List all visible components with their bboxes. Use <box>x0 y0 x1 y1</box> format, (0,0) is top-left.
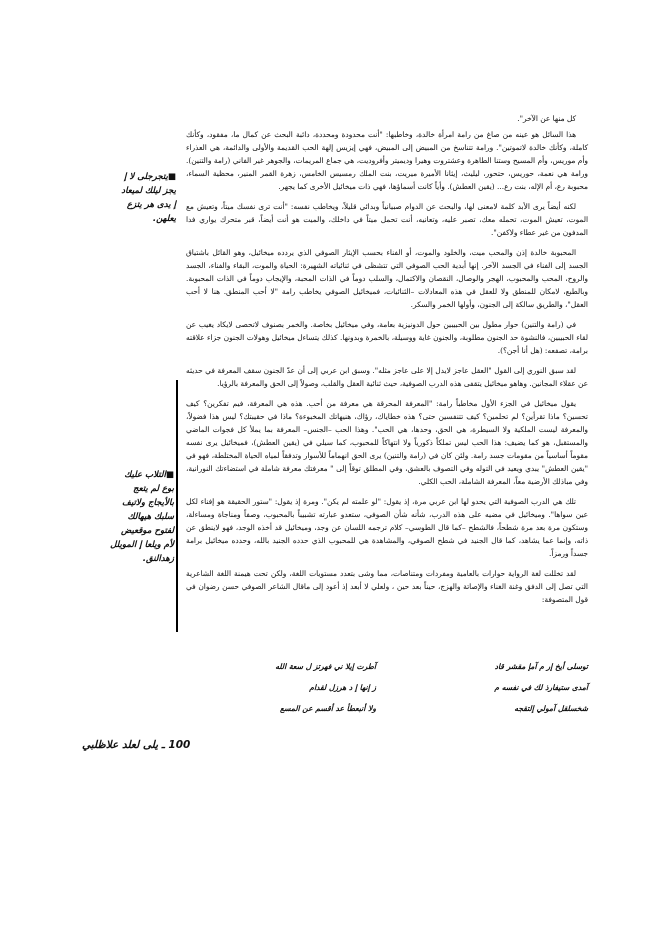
side-note-one: ■يتجرجلى لا إ يجز ليلك لميعاد إ يدى هر يتزع يعلهن. <box>121 172 176 224</box>
poem-block <box>186 662 588 725</box>
poem-line <box>186 662 588 683</box>
paragraph-8: تلك هي الدرب الصوفية التي يحدو لها ابن عربي مرة، إذ يقول: "لو علمته لم يكن". ومرة إذ يقول: "ستور الحقيقة هو إفناء لكل عين سواها". وميخائيل في مضيه على هذه الدرب، شأنه شأن الصوفي، ستعدو عبارته تشبيباً بالمحبوب، وصفاً ومناجاة ومساءلة، وستكون مرة بعد مرة شطحاً، فالشطح –كما قال الطوسي– كلام ترجمه اللسان عن وجد، وميخائيل قد أخذه الوجد، فهو لاينطق عن ذاته، وإنما عما يشاهد، كما قال الجنيد في شطح الصوفي، والمشاهدة هي للمحبوب الذي حدده الجنيد بالله، وحدده ميخائيل برامة جسداً ورمزاً. <box>186 497 588 558</box>
paragraph-2: هذا السائل هو عينه من صاغ من رامة امرأة خالدة، وخاطبها: "أنت محدودة ومحددة، دائبة البحث عن كمال ما، مفقود، وكأنك كاملة، وكأنك خالدة لاتموتين". ورامة تتناسخ من المبيض إلى المبيض، فهي إيزيس إلهة الحب القديمة والأولى والدائمة، هي العذراء وأم موريس، وأم المسيح وستنا الطاهرة وعشتروت وهيرا وديميتر وأفروديت، هي جماع المريمات، والجوهر غير الفاني (رامة والتنين). ورامة هي نعمة، حوريس، حتحور، ليليث، إيثانا الأميرة ميريت، بنت الملك رمسيس الخامس، زهرة القمر المنير، محظية السماء، محبوبة رع، أم الإله، بنت رع... (يقين العطش). وأياً كانت أسماؤها، فهي ذات ميخائيل الأخرى كما يجهر. <box>186 130 588 191</box>
poem-hemistich-left: آطرت إيلا ني فهرتز ل سعة الله <box>275 662 376 671</box>
margin-bar <box>176 380 178 632</box>
poem-line <box>186 704 588 725</box>
paragraph-5: في (رامة والتنين) حوار مطول بين الحبيبين حول الدونيزية بعامة، وفي ميخائيل بخاصة. والخمر بصنوف لاتحصى لايكاد يغيب عن لقاء الحبيبين، فالنشوة حد الجنون مطلوبة، والجنون غاية ووسيلة، بالخمرة وبدونها. كذلك يتساءل ميخائيل وهولات الجنون جزاء علاقته برامة، تصفعه: (هل أنا أجن؟). <box>186 320 588 355</box>
paragraph-3: لكنه أيضاً يرى الأبد كلمة لامعنى لها، والبحث عن الدوام صبيانياً وبدائي قليلاً، ويخاطب نفسه: "أنت ترى نفسك ميتاً، وتعيش مع الموت، تعيش الموت، تحمله معك، تصبر عليه، وتعانيه، أنت تحمل ميتاً في داخلك، والميت هو أنت أيضاً، قبر متحرك يواري فدا المدفون من غير عطاء ولاكفن". <box>186 202 588 237</box>
poem-hemistich-left: ز إنها إ د هرزل لقدام <box>309 683 376 692</box>
paragraph-7: يقول ميخائيل في الجزء الأول مخاطباً رامة: "المعرفة المحرقة هي معرفة من أحب. هذه هي المعرفة، فيم تفكرين؟ كيف تحسين؟ ماذا تقرأين؟ لم تحلمين؟ كيف تتنفسين حتى؟ هذه خطاياك، رؤاك، هنيهاتك المخبوءة؟ ماذا في حقيبتك؟ ليس هذا فضولاً، والمعرفة ليست الملكية ولا السيطرة، هي الحق، وحدها، هي الحب". وهذا الحب –الجنس– المعرفة بما يملأ كل فجوات الماضي والمستقبل، هو كما يضيف: هذا الحب ليس تملكاً ذكورياً ولا انتهاكاً للمحبوب، كما سيلي في (يقين العطش)، فميخائيل يرى نفسه مقوماً أساسياً من مقومات جسد رامة. ولئن كان في (رامة والتنين) يرى الحق انهماماً للأسوار وتدفقاً لمياه الحياة المختلطة، فهو في "يقين العطش" يبدي ويعيد في التوله وفي التصوف بالعشق، وفي المطلق توقاً إلى " معرفتك معرفة شاملة في استضاءتك النورانية، وفي مباذلك الأرضية معاً، المعرفة الشاملة، الحب الكلي. <box>186 399 588 486</box>
poem-hemistich-right: شخسلقل آمولي إلتقجه <box>514 704 588 713</box>
poem-hemistich-right: توسلى أيخ إر م آمإ مقشر قاد <box>494 662 588 671</box>
paragraph-9: لقد تخللت لغة الرواية حوارات بالعامية ومفردات ومتناصات، مما وشى بتعدد مستويات اللغة، ولكن تحت هيمنة اللغة الشاعرية التي تصل إلى الدفق وغنة الغناء والإصاتة والهزج، حيناً بعد حين ، ولعلي لا أبعد إذ أعود إلى ماقال الشاعر الصوفي حسن رضوان في قول المتصوفة: <box>186 569 588 604</box>
poem-line <box>186 683 588 704</box>
page-footer: 100 ـ يلى لعلد علاظلبي <box>82 739 191 751</box>
main-text-column <box>186 112 588 613</box>
paragraph-6: لقد سبق النوري إلى القول "العقل عاجز لايدل إلا على عاجز مثله". وسبق ابن عربي إلى أن عدّ الجنون سقف المعرفة في حديثه عن عقلاء المجانين. وهاهو ميخائيل يتقفى هذه الدرب الصوفية، حيث ثنائية العقل والقلب، وصولاً إلى الحق والمعرفة بالرؤيا. <box>186 366 588 388</box>
paragraph-4: المحبوبة خالدة إذن والمحب ميت، والخلود والموت، أو الفناء بحسب الإيثار الصوفي الذي يردده ميخائيل، وهو القائل باشتياق الجسد إلى الفناء في الجسد الآخر. إنها أبدية الحب الصوفي التي تتشظى في ثنائياته الشهيرة: الحياة والموت، البقاء والفناء، الجسد والروح، المحب والمحبوب، الهجر والوصال، النقصان والاكتمال، والسلب دوماً في الذات المحبة، والإيجاب دوماً في الذات المحبوبة. وبالطبع، لامكان للمنطق ولا للعقل في هذه المعادلات –الثنائيات، فميخائيل الصوفي يخاطب رامة "لا أحب المنطق. هنا لا أحب العقل"، والطريق سالكة إلى الجنون، وأولها الخمر والسكر. <box>186 248 588 309</box>
side-note-two: ■التلاب عليك بوع لم يتعج بالأيجاج ولاتيف سلبك هيهالك لفتوح موقعيض لأم ويلعا إ المويلل زهدالنق. <box>110 470 174 564</box>
paragraph-1: كل منها عن الآخر". <box>517 114 576 123</box>
poem-hemistich-left: ولا أنبعطأ عد أقسم عن المسع <box>280 704 376 713</box>
poem-hemistich-right: آمدى ستيفارذ لك في نفسه م <box>494 683 588 692</box>
